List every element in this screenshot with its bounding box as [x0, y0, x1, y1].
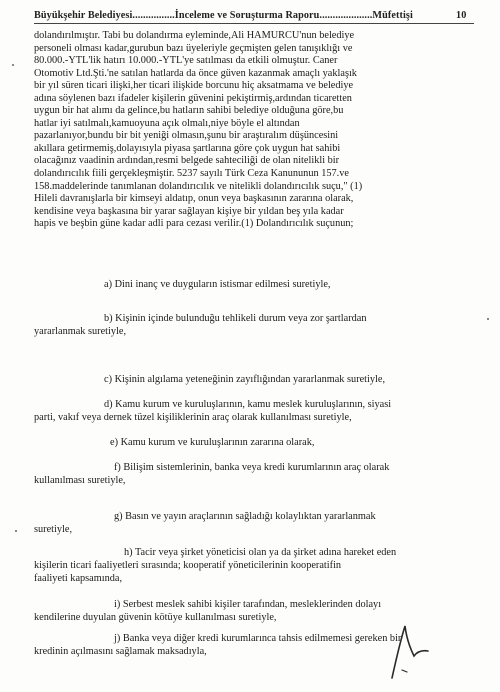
list-item-b: [34, 313, 466, 339]
item-text: kullanılması suretiyle,: [34, 474, 126, 486]
text-line: olacağınız vaadinin ardından,resmi belgede sahteciliği de olan nitelikli bir: [34, 155, 340, 167]
text-line: adına söylenen bazı ifadeler kişilerin güvenini pekiştirmiş,ardından ticaretten: [34, 92, 352, 104]
text-line: 158.maddelerinde tanımlanan dolandırıcılık ve nitelikli dolandırıcılık suçu," (1): [34, 180, 363, 192]
scan-speck: [487, 318, 489, 320]
item-text: a) Dini inanç ve duyguların istismar edilmesi suretiyle,: [104, 279, 331, 290]
scan-speck: [12, 64, 14, 66]
list-item-a: [104, 279, 466, 292]
list-item-d: [34, 399, 466, 425]
list-item-c: [104, 374, 466, 387]
list-item-f: [34, 462, 466, 488]
item-text: i) Serbest meslek sahibi kişiler tarafından, mesleklerinden dolayı: [114, 599, 382, 610]
intro-paragraph: [34, 30, 466, 231]
item-text: faaliyeti kapsamında,: [34, 572, 123, 584]
page-header: [34, 10, 474, 21]
text-line: Hileli davranışlarla bir kimseyi aldatıp, onun veya başkasının zararına olarak,: [34, 193, 354, 205]
item-text: f) Bilişim sistemlerinin, banka veya kredi kurumlarının araç olarak: [114, 462, 390, 473]
text-line: Otomotiv Ltd.Şti.'ne satılan hatlarda da önce güven kazanmak amaçlı yaklaşık: [34, 67, 357, 79]
header-rule: [34, 23, 474, 24]
item-text: b) Kişinin içinde bulunduğu tehlikeli durum veya zor şartlardan: [104, 313, 367, 324]
scan-speck: [15, 530, 17, 532]
list-item-g: [34, 511, 466, 537]
text-line: bir yıl süren ticari ilişki,her ticari ilişkide borcunu hiç aksatmama ve belediye: [34, 80, 354, 92]
text-line: dolandırılmıştır. Tabi bu dolandırma eyleminde,Ali HAMURCU'nun belediye: [34, 30, 355, 41]
signature-mark: [378, 612, 438, 682]
list-item-h: [34, 547, 466, 585]
item-text: kredinin açılmasını sağlamak maksadıyla,: [34, 645, 207, 657]
item-text: h) Tacir veya şirket yöneticisi olan ya da şirket adına hareket eden: [124, 547, 397, 558]
item-text: e) Kamu kurum ve kuruluşlarının zararına olarak,: [110, 437, 315, 448]
text-line: akıllara getirmemiş,dolayısıyla piyasa şartlarına göre çok uygun hat sahibi: [34, 142, 341, 154]
list-item-e: [110, 437, 466, 450]
text-line: 80.000.-YTL'lik hatırı 10.000.-YTL'ye satılması da etkili olmuştur. Caner: [34, 55, 338, 67]
text-line: uygun bir hat alımı da gelince,bu hatların sahibi belediye olduğuna göre,bu: [34, 105, 344, 117]
item-text: yararlanmak suretiyle,: [34, 325, 127, 337]
header-title: Büyükşehir Belediyesi................İnceleme ve Soruşturma Raporu....................Müfettişi: [34, 10, 413, 21]
text-line: pazarlanıyor,bundu bir bit yeniği olmasın,şunu bir araştıralım düşüncesini: [34, 130, 339, 142]
item-text: parti, vakıf veya dernek tüzel kişiliklerinin araç olarak kullanılması suretiyle,: [34, 411, 352, 423]
text-line: hapis ve beşbin güne kadar adli para cezası verilir.(1) Dolandırıcılık suçunun;: [34, 218, 354, 230]
item-text: j) Banka veya diğer kredi kurumlarınca tahsis edilmemesi gereken bir: [114, 633, 402, 644]
item-text: c) Kişinin algılama yeteneğinin zayıflığından yararlanmak suretiyle,: [104, 374, 386, 385]
item-text: g) Basın ve yayın araçlarının sağladığı kolaylıktan yararlanmak: [114, 511, 376, 522]
text-line: personeli olması kadar,gurubun bazı üyeleriyle geçmişten gelen tanışıklığı ve: [34, 42, 353, 54]
item-text: kendilerine duyulan güvenin kötüye kullanılması suretiyle,: [34, 611, 277, 623]
page-number: 10: [456, 10, 467, 21]
text-line: kendisine veya başkasına bir yarar sağlayan kişiye bir yıldan beş yıla kadar: [34, 205, 344, 217]
text-line: dolandırıcılık fiili gerçekleşmiştir. 5237 sayılı Türk Ceza Kanununun 157.ve: [34, 168, 349, 180]
item-text: suretiyle,: [34, 523, 73, 535]
text-line: hatlar iyi satılmalı,kamuoyuna açık olmalı,niye böyle el altından: [34, 117, 300, 129]
item-text: d) Kamu kurum ve kuruluşlarının, kamu meslek kuruluşlarının, siyasi: [104, 399, 392, 410]
item-text: kişilerin ticari faaliyetleri sırasında; kooperatif yöneticilerinin kooperatifin: [34, 559, 342, 571]
